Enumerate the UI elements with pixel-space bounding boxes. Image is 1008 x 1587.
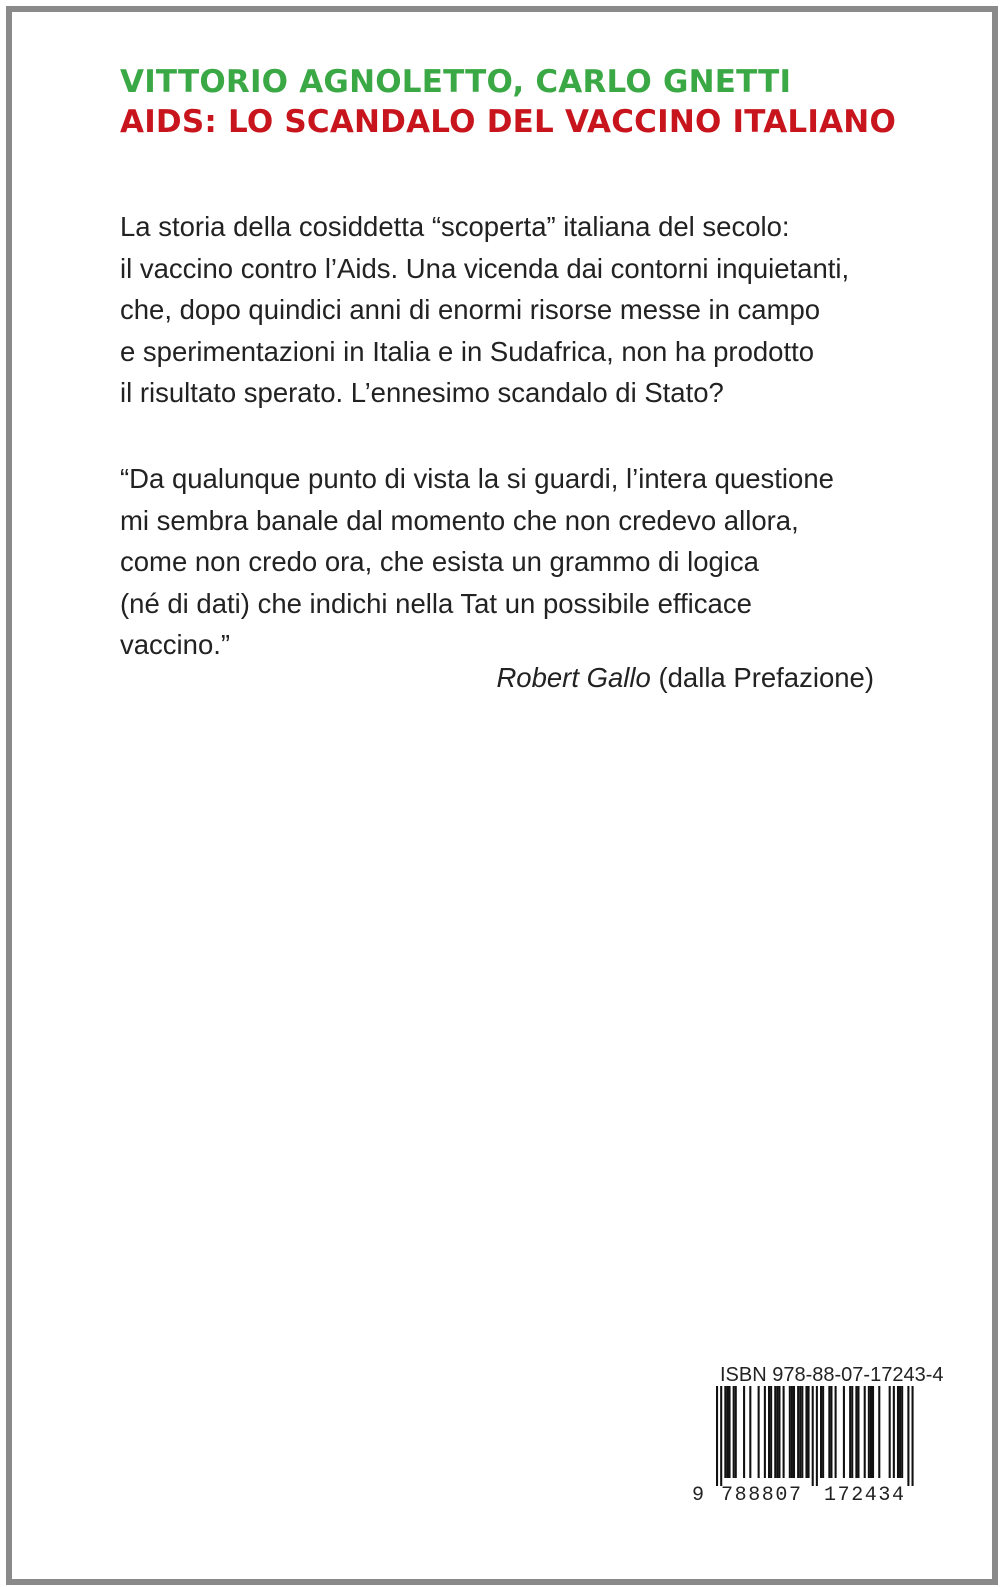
barcode-bar	[735, 1386, 737, 1478]
barcode-bar	[726, 1386, 728, 1478]
barcode-bar	[855, 1386, 857, 1478]
barcode-bar	[812, 1386, 814, 1486]
description-line: il risultato sperato. L’ennesimo scandalo di Stato?	[120, 377, 724, 408]
barcode-bar	[793, 1386, 795, 1478]
barcode-bar	[835, 1386, 837, 1478]
quote-line: “Da qualunque punto di vista la si guardi, l’intera questione	[120, 463, 834, 494]
barcode-bar	[868, 1386, 870, 1478]
barcode-bar	[728, 1386, 730, 1478]
quote-line: come non credo ora, che esista un grammo di logica	[120, 546, 759, 577]
barcode-bar	[743, 1386, 745, 1478]
description-line: e sperimentazioni in Italia e in Sudafrica, non ha prodotto	[120, 335, 815, 367]
barcode-bar	[901, 1386, 903, 1478]
quote-line: vaccino.”	[120, 629, 231, 660]
barcode-bar	[799, 1386, 801, 1478]
description-line: che, dopo quindici anni di enormi risorse messe in campo	[120, 294, 821, 325]
barcode-bar	[801, 1386, 803, 1478]
barcode-bar	[912, 1386, 914, 1486]
barcode-bar	[770, 1386, 772, 1478]
barcode-bar	[768, 1386, 770, 1478]
barcode-left-digits: 788807	[721, 1484, 803, 1506]
barcode-bar	[789, 1386, 791, 1478]
barcode-bar	[872, 1386, 874, 1478]
barcode-bar	[851, 1386, 853, 1478]
preface-quote	[120, 458, 920, 666]
barcode-bar	[843, 1386, 845, 1478]
isbn-barcode	[688, 1386, 932, 1506]
barcode-right-digits: 172434	[824, 1484, 906, 1506]
quote-author: Robert Gallo	[496, 662, 651, 693]
barcode-bar	[720, 1386, 722, 1486]
barcode-bar	[870, 1386, 872, 1478]
barcode-bar	[808, 1386, 810, 1478]
book-authors: VITTORIO AGNOLETTO, CARLO GNETTI	[120, 64, 792, 100]
barcode-bar	[828, 1386, 830, 1478]
barcode-bar	[716, 1386, 718, 1486]
barcode-bar	[749, 1386, 751, 1478]
barcode-bar	[849, 1386, 851, 1478]
book-title: AIDS: LO SCANDALO DEL VACCINO ITALIANO	[120, 104, 897, 140]
barcode-bars	[716, 1386, 914, 1486]
back-cover	[6, 6, 998, 1585]
quote-source: (dalla Prefazione)	[650, 662, 874, 693]
barcode-bar	[791, 1386, 793, 1478]
barcode-bar	[783, 1386, 785, 1478]
barcode-bar	[897, 1386, 899, 1478]
barcode-lead-digit: 9	[692, 1484, 705, 1506]
quote-line: mi sembra banale dal momento che non credevo allora,	[120, 504, 799, 536]
barcode-bar	[889, 1386, 891, 1478]
barcode-bar	[830, 1386, 832, 1478]
barcode-bar	[805, 1386, 807, 1478]
barcode-bar	[774, 1386, 776, 1478]
barcode-bar	[907, 1386, 909, 1486]
description-line: La storia della cosiddetta “scoperta” italiana del secolo:	[120, 211, 790, 242]
quote-attribution	[496, 662, 874, 694]
barcode-bar	[820, 1386, 822, 1478]
barcode-bar	[797, 1386, 799, 1478]
book-description	[120, 206, 920, 414]
barcode-bar	[878, 1386, 880, 1478]
barcode-bar	[857, 1386, 859, 1478]
barcode-bar	[776, 1386, 778, 1478]
barcode-bar	[816, 1386, 818, 1486]
barcode-bar	[733, 1386, 735, 1478]
description-line: il vaccino contro l’Aids. Una vicenda dai contorni inquietanti,	[120, 252, 850, 284]
isbn-label: ISBN 978-88-07-17243-4	[720, 1364, 944, 1386]
barcode-bar	[822, 1386, 824, 1478]
barcode-bar	[893, 1386, 895, 1478]
barcode-bar	[899, 1386, 901, 1478]
quote-line: (né di dati) che indichi nella Tat un possibile efficace	[120, 587, 752, 619]
barcode-bar	[864, 1386, 866, 1478]
barcode-bar	[778, 1386, 780, 1478]
barcode-bar	[764, 1386, 766, 1478]
barcode-bar	[758, 1386, 760, 1478]
barcode-bar	[724, 1386, 726, 1478]
